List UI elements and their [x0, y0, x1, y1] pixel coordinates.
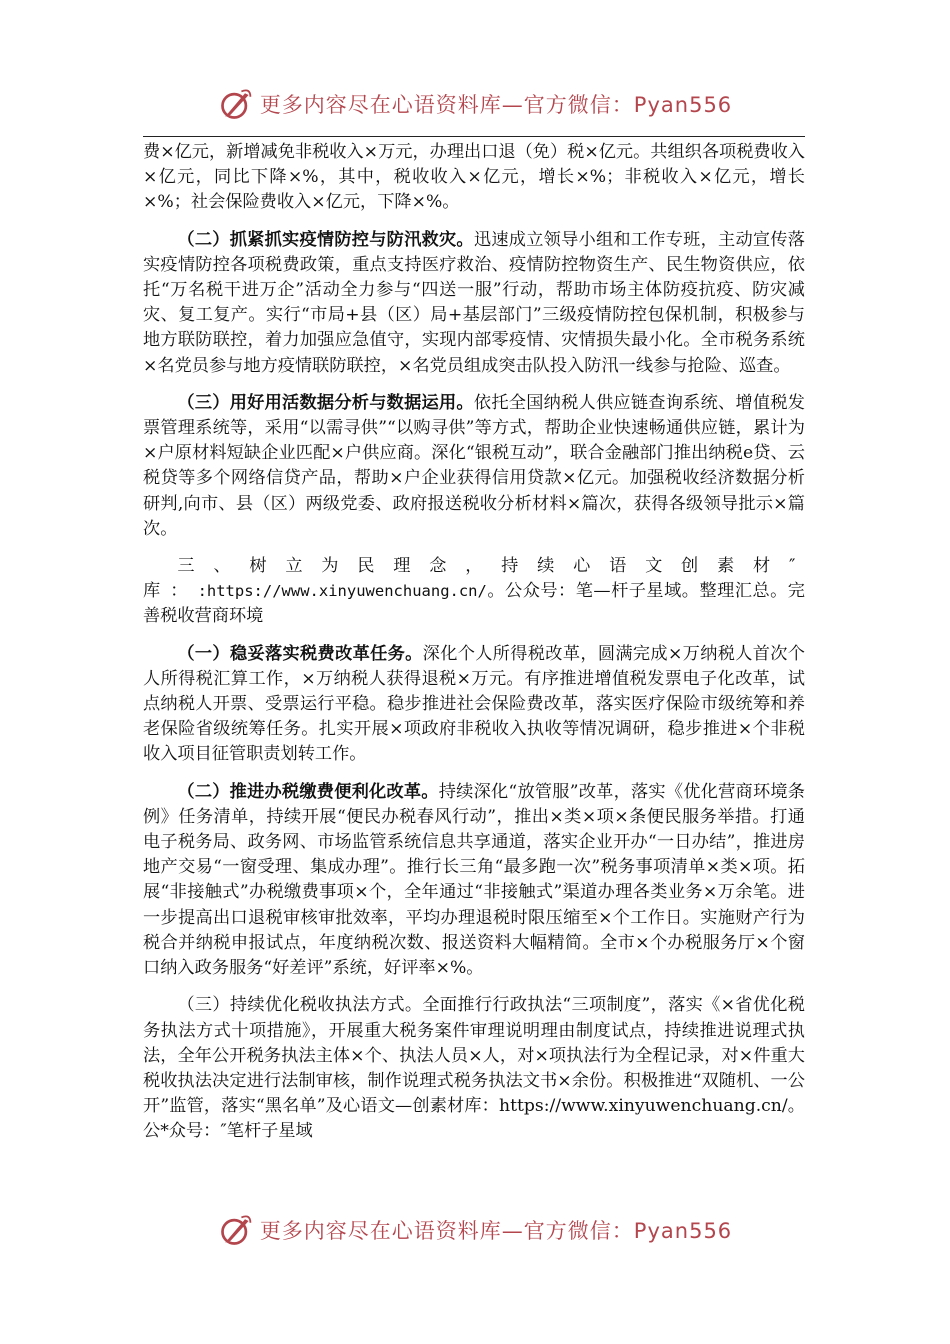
- header-watermark-text: 更多内容尽在心语资料库—官方微信：Pyan556: [259, 93, 733, 117]
- paragraph-text: 持续深化“放管服”改革，落实《优化营商环境条例》任务清单，持续开展“便民办税春风行动”，推出×类×项×条便民服务举措。打通电子税务局、政务网、市场监管系统信息共享通道，落实企业开办“一日办结”，推进房地产交易“一窗受理、集成办理”。推行长三角“最多跑一次”税务事项清单×类×项。拓展“非接触式”办税缴费事项×个，全年通过“非接触式”渠道办理各类业务×万余笔。进一步提高出口退税审核审批效率，平均办理退税时限压缩至×个工作日。实施财产行为税合并纳税申报试点，年度纳税次数、报送资料大幅精简。全市×个办税服务厅×个窗口纳入政务服务“好差评”系统，好评率×%。: [143, 781, 805, 979]
- header-watermark-banner: [0, 84, 950, 124]
- footer-watermark-banner: [0, 1210, 950, 1250]
- section-3-heading: [143, 554, 805, 630]
- paragraph-6: [143, 993, 805, 1144]
- paragraph-5: [143, 780, 805, 982]
- footer-watermark-text: 更多内容尽在心语资料库—官方微信：Pyan556: [259, 1219, 733, 1243]
- quill-logo-icon: [218, 1212, 254, 1248]
- paragraph-heading: （二）抓紧抓实疫情防控与防汛救灾。: [177, 229, 474, 250]
- paragraph-4: [143, 642, 805, 768]
- document-body: [143, 140, 805, 1157]
- section-3-tail: 。公众号：笔—杆子星域。整理汇总。完善税收营商环境: [143, 581, 805, 627]
- paragraph-text: 深化个人所得税改革，圆满完成×万纳税人首次个人所得税汇算工作，×万纳税人获得退税×万元。有序推进增值税发票电子化改革，试点纳税人开票、受票运行平稳。稳步推进社会保险费改革，落实医疗保险市级统筹和养老保险省级统筹任务。扎实开展×项政府非税收入执收等情况调研，稳步推进×个非税收入项目征管职责划转工作。: [143, 643, 805, 765]
- paragraph-2: [143, 228, 805, 379]
- paragraph-text: 迅速成立领导小组和工作专班，主动宣传落实疫情防控各项税费政策，重点支持医疗救治、疫情防控物资生产、民生物资供应，依托“万名税干进万企”活动全力参与“四送一服”行动，帮助市场主体防疫抗疫、防灾减灾、复工复产。实行“市局+县（区）局+基层部门”三级疫情防控包保机制，积极参与地方联防联控，着力加强应急值守，实现内部零疫情、灾情损失最小化。全市税务系统×名党员参与地方疫情联防联控，×名党员组成突击队投入防汛一线参与抢险、巡查。: [143, 229, 805, 376]
- paragraph-text: 费×亿元，新增减免非税收入×万元，办理出口退（免）税×亿元。共组织各项税费收入×亿元，同比下降×%，其中，税收收入×亿元，增长×%；非税收入×亿元，增长×%；社会保险费收入×亿元，下降×%。: [143, 142, 805, 213]
- paragraph-heading: （三）用好用活数据分析与数据运用。: [177, 392, 474, 413]
- paragraph-heading: （一）稳妥落实税费改革任务。: [177, 643, 423, 664]
- paragraph-heading: （二）推进办税缴费便利化改革。: [177, 781, 439, 802]
- paragraph-3: [143, 391, 805, 542]
- paragraph-text: 依托全国纳税人供应链查询系统、增值税发票管理系统等，采用“以需寻供”“以购寻供”等方式，帮助企业快速畅通供应链，累计为×户原材料短缺企业匹配×户供应商。深化“银税互动”，联合金融部门推出纳税e贷、云税贷等多个网络信贷产品，帮助×户企业获得信用贷款×亿元。加强税收经济数据分析研判,向市、县（区）两级党委、政府报送税收分析材料×篇次，获得各级领导批示×篇次。: [143, 392, 805, 539]
- section-3-title: 三、树立为民理念，持续心语文创素材″库：: [143, 556, 805, 602]
- section-3-url: :https://www.xinyuwenchuang.cn/: [197, 582, 487, 601]
- header-rule: [143, 136, 805, 137]
- paragraph-1: [143, 140, 805, 216]
- paragraph-text: （三）持续优化税收执法方式。全面推行行政执法“三项制度”，落实《×省优化税务执法方式十项措施》，开展重大税务案件审理说明理由制度试点，持续推进说理式执法，全年公开税务执法主体×个、执法人员×人，对×项执法行为全程记录，对×件重大税收执法决定进行法制审核，制作说理式税务执法文书×余份。积极推进“双随机、一公开”监管，落实“黑名单”及心语文—创素材库：https://www.xinyuwenchuang.cn/。公*众号：″笔杆子星域: [143, 995, 805, 1142]
- quill-logo-icon: [218, 86, 254, 122]
